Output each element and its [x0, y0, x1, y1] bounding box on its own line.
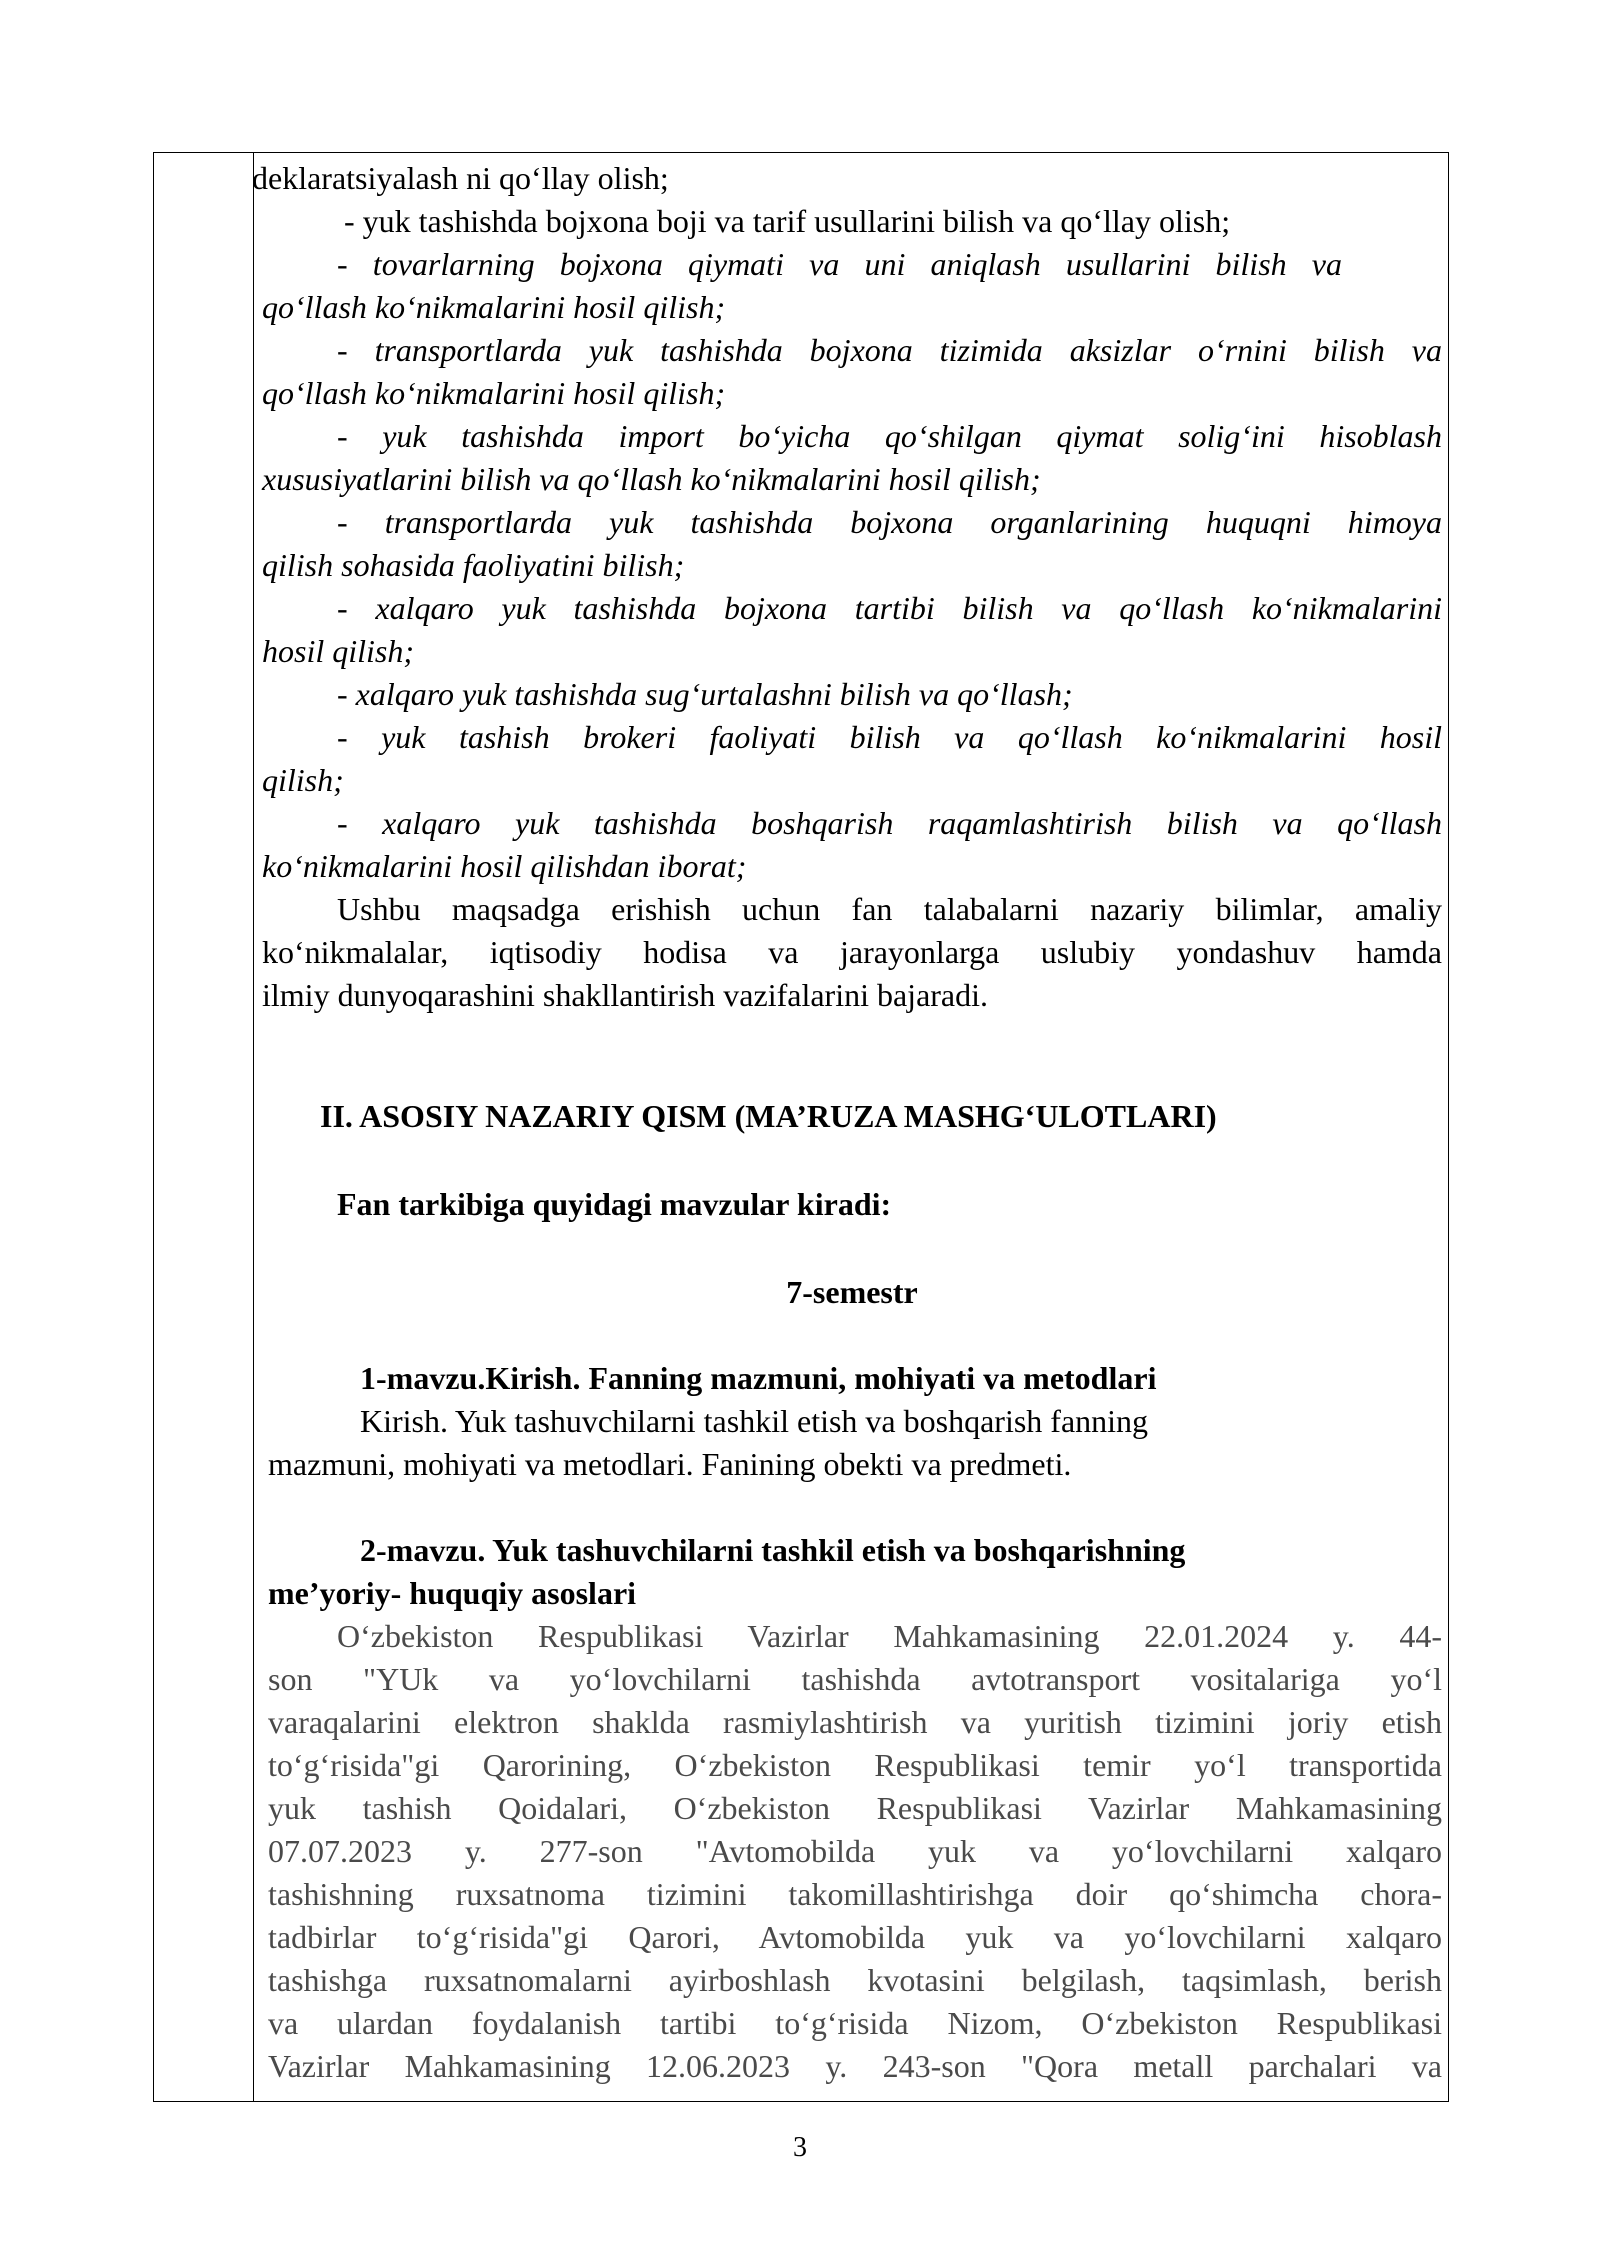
semester-heading: 7-semestr [786, 1274, 918, 1310]
goals-line: - transportlarda yuk tashishda bojxona organlarining huquqni himoya [337, 504, 1442, 540]
table-column-divider [253, 152, 254, 2102]
goals-line: - xalqaro yuk tashishda sug‘urtalashni bilish va qo‘llash; [337, 676, 1073, 712]
topic2-body-line: yuk tashish Qoidalari, O‘zbekiston Respublikasi Vazirlar Mahkamasining [268, 1790, 1442, 1826]
goals-line: - yuk tashishda import bo‘yicha qo‘shilgan qiymat solig‘ini hisoblash [337, 418, 1442, 454]
section-intro: Fan tarkibiga quyidagi mavzular kiradi: [337, 1186, 892, 1222]
goals-line: - yuk tashish brokeri faoliyati bilish va qo‘llash ko‘nikmalarini hosil [337, 719, 1442, 755]
topic2-body-line: tadbirlar to‘g‘risida"gi Qarori, Avtomobilda yuk va yo‘lovchilarni xalqaro [268, 1919, 1442, 1955]
goals-line: qilish sohasida faoliyatini bilish; [262, 547, 685, 583]
goals-line: qilish; [262, 762, 344, 798]
topic2-body-line: tashishga ruxsatnomalarni ayirboshlash kvotasini belgilash, taqsimlash, berish [268, 1962, 1442, 1998]
topic2-body-line: son "YUk va yo‘lovchilarni tashishda avtotransport vositalariga yo‘l [268, 1661, 1442, 1697]
goals-line: deklaratsiyalash ni qo‘llay olish; [252, 160, 669, 196]
topic1-body-line: Kirish. Yuk tashuvchilarni tashkil etish va boshqarish fanning [360, 1403, 1149, 1439]
topic2-body-line: varaqalarini elektron shaklda rasmiylashtirish va yuritish tizimini joriy etish [268, 1704, 1442, 1740]
topic2-body-line: Vazirlar Mahkamasining 12.06.2023 y. 243-son "Qora metall parchalari va [268, 2048, 1442, 2084]
topic1-title: 1-mavzu.Kirish. Fanning mazmuni, mohiyati va metodlari [360, 1360, 1157, 1396]
goals-line: ko‘nikmalarini hosil qilishdan iborat; [262, 848, 747, 884]
section-title: II. ASOSIY NAZARIY QISM (MA’RUZA MASHG‘ULOTLARI) [320, 1098, 1217, 1134]
topic2-body-line: va ulardan foydalanish tartibi to‘g‘risida Nizom, O‘zbekiston Respublikasi [268, 2005, 1442, 2041]
goals-line: - transportlarda yuk tashishda bojxona tizimida aksizlar o‘rnini bilish va [337, 332, 1442, 368]
goals-line: - yuk tashishda bojxona boji va tarif usullarini bilish va qo‘llay olish; [344, 203, 1231, 239]
goals-line: hosil qilish; [262, 633, 415, 669]
topic1-body-line: mazmuni, mohiyati va metodlari. Fanining obekti va predmeti. [268, 1446, 1072, 1482]
topic2-title: me’yoriy- huquqiy asoslari [268, 1575, 637, 1611]
summary-line: ko‘nikmalalar, iqtisodiy hodisa va jarayonlarga uslubiy yondashuv hamda [262, 934, 1442, 970]
topic2-body-line: to‘g‘risida"gi Qarorining, O‘zbekiston Respublikasi temir yo‘l transportida [268, 1747, 1442, 1783]
topic2-body-line: tashishning ruxsatnoma tizimini takomillashtirishga doir qo‘shimcha chora- [268, 1876, 1442, 1912]
goals-line: qo‘llash ko‘nikmalarini hosil qilish; [262, 289, 726, 325]
goals-line: - tovarlarning bojxona qiymati va uni aniqlash usullarini bilish va [337, 246, 1342, 282]
topic2-title: 2-mavzu. Yuk tashuvchilarni tashkil etish va boshqarishning [360, 1532, 1186, 1568]
goals-line: qo‘llash ko‘nikmalarini hosil qilish; [262, 375, 726, 411]
topic2-body-line: 07.07.2023 y. 277-son "Avtomobilda yuk va yo‘lovchilarni xalqaro [268, 1833, 1442, 1869]
summary-line: Ushbu maqsadga erishish uchun fan talabalarni nazariy bilimlar, amaliy [337, 891, 1442, 927]
summary-line: ilmiy dunyoqarashini shakllantirish vazifalarini bajaradi. [262, 977, 989, 1013]
goals-line: - xalqaro yuk tashishda bojxona tartibi bilish va qo‘llash ko‘nikmalarini [337, 590, 1442, 626]
goals-line: xususiyatlarini bilish va qo‘llash ko‘nikmalarini hosil qilish; [262, 461, 1041, 497]
topic2-body-line: O‘zbekiston Respublikasi Vazirlar Mahkamasining 22.01.2024 y. 44- [337, 1618, 1442, 1654]
page-number: 3 [793, 2132, 807, 2163]
goals-line: - xalqaro yuk tashishda boshqarish raqamlashtirish bilish va qo‘llash [337, 805, 1442, 841]
